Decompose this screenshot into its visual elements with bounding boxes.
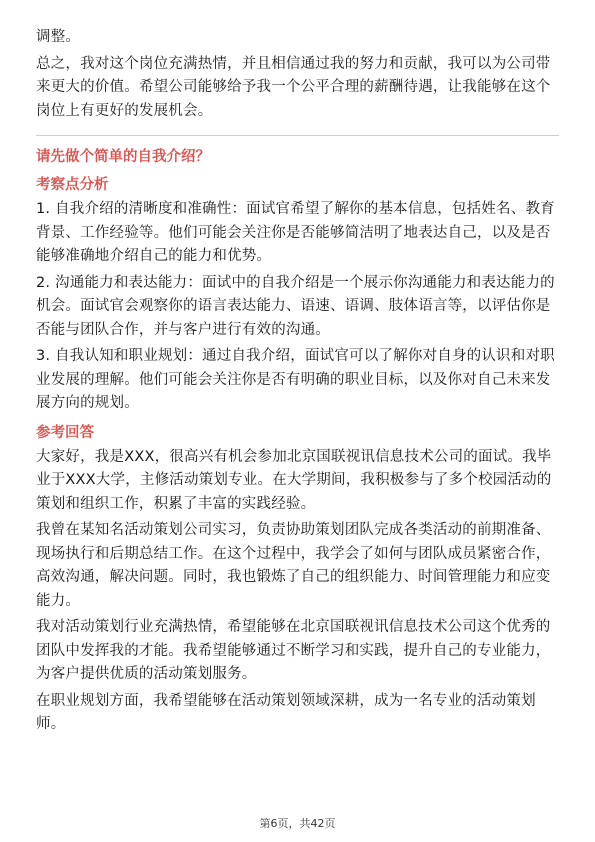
analysis-item: 2. 沟通能力和表达能力：面试中的自我介绍是一个展示你沟通能力和表达能力的机会。面试官会观察你的语言表达能力、语速、语调、肢体语言等，以评估你是否能与团队合作，并与客户进行有效的沟通。 — [36, 274, 555, 338]
question-heading: 请先做个简单的自我介绍？ — [36, 149, 210, 165]
analysis-heading: 考察点分析 — [36, 177, 109, 193]
answer-paragraph: 大家好，我是XXX，很高兴有机会参加北京国联视讯信息技术公司的面试。我毕业于XXX大学，主修活动策划专业。在大学期间，我积极参与了多个校园活动的策划和组织工作，积累了丰富的实践经验。 — [36, 448, 552, 512]
analysis-item: 1. 自我介绍的清晰度和准确性：面试官希望了解你的基本信息，包括姓名、教育背景、工作经验等。他们可能会关注你是否能够简洁明了地表达自己，以及是否能够准确地介绍自己的能力和优势。 — [36, 201, 555, 264]
document-page — [36, 26, 559, 740]
paragraph-continuation: 调整。 — [36, 29, 81, 45]
answer-heading: 参考回答 — [36, 424, 94, 441]
page-footer: 第6页，共42页 — [259, 817, 336, 830]
analysis-item: 3. 自我认知和职业规划：通过自我介绍，面试官可以了解你对自身的认识和对职业发展的理解。他们可能会关注你是否有明确的职业目标，以及你对自己未来发展方向的规划。 — [36, 348, 555, 411]
answer-paragraph: 我曾在某知名活动策划公司实习，负责协助策划团队完成各类活动的前期准备、现场执行和后期总结工作。在这个过程中，我学会了如何与团队成员紧密合作，高效沟通，解决问题。同时，我也锻炼了自己的组织能力、时间管理能力和应变能力。 — [36, 522, 551, 609]
answer-paragraph: 我对活动策划行业充满热情，希望能够在北京国联视讯信息技术公司这个优秀的团队中发挥我的才能。我希望能够通过不断学习和实践，提升自己的专业能力，为客户提供优质的活动策划服务。 — [36, 619, 551, 682]
answer-paragraph: 在职业规划方面，我希望能够在活动策划领域深耕，成为一名专业的活动策划师。 — [36, 692, 536, 732]
section-divider — [36, 135, 559, 136]
paragraph-summary: 总之，我对这个岗位充满热情，并且相信通过我的努力和贡献，我可以为公司带来更大的价值。希望公司能够给予我一个公平合理的薪酬待遇，让我能够在这个岗位上有更好的发展机会。 — [36, 55, 551, 119]
